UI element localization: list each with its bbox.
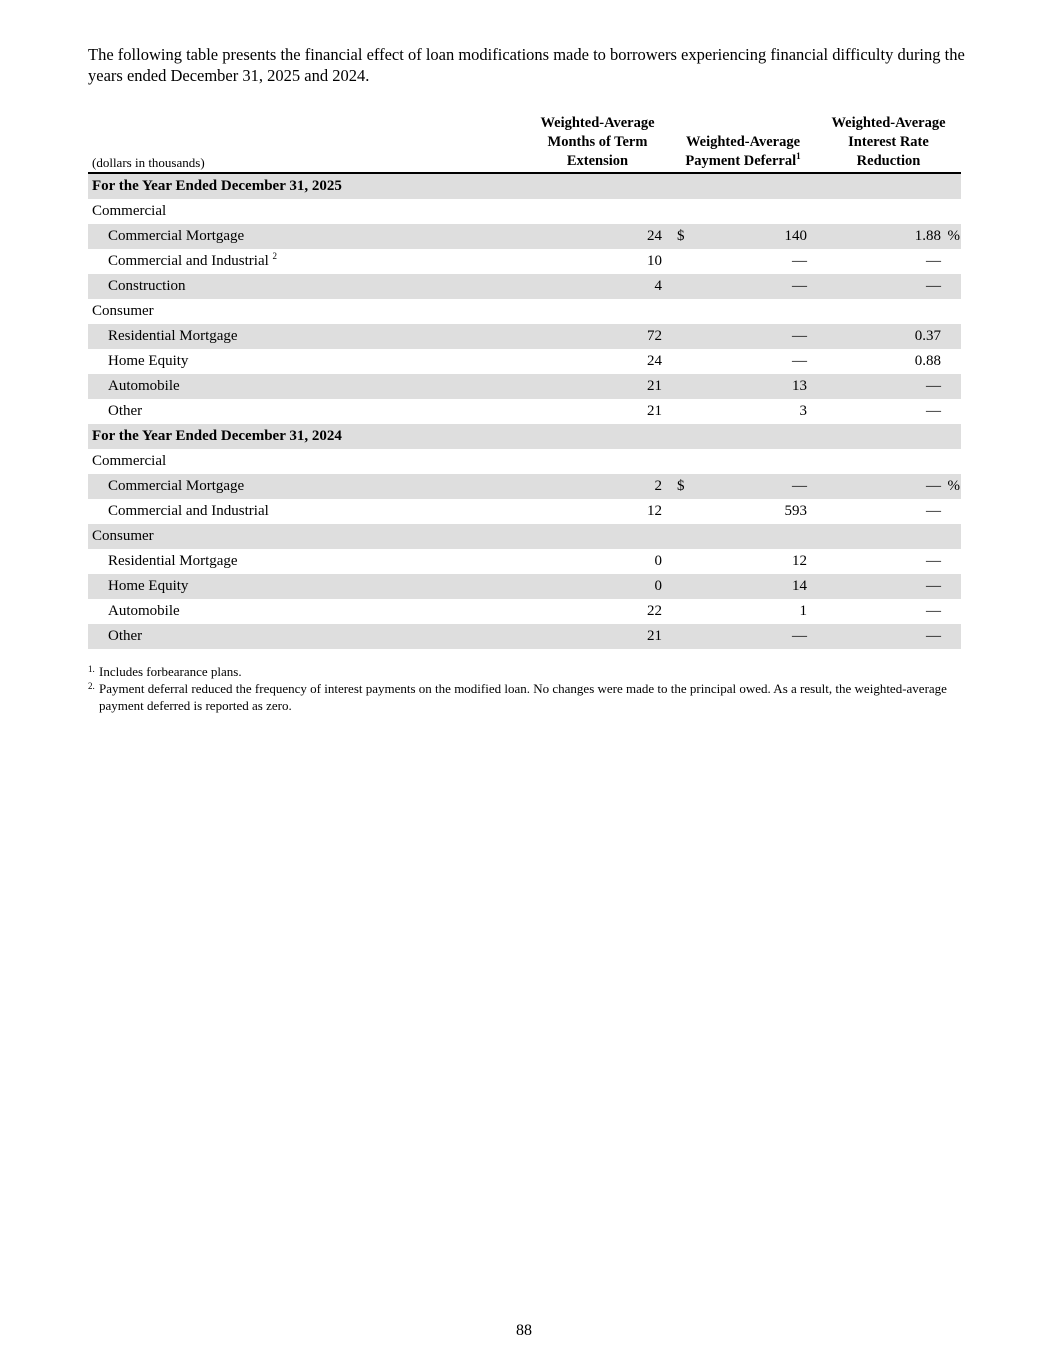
deferral-value: 14 xyxy=(792,578,807,594)
loan-modification-table xyxy=(88,114,961,649)
table-row xyxy=(88,224,961,249)
months-value: 24 xyxy=(647,353,662,369)
months-value: 2 xyxy=(654,478,662,494)
rate-value: — xyxy=(926,278,941,294)
page-number: 88 xyxy=(516,1322,532,1339)
table-row xyxy=(88,499,961,524)
row-label-text: Other xyxy=(108,403,143,419)
footnote-number: 1. xyxy=(88,664,95,674)
row-label xyxy=(108,274,186,299)
header-term-extension-line: Extension xyxy=(566,153,629,169)
months-value: 4 xyxy=(654,278,662,294)
row-label xyxy=(108,574,188,599)
row-label-text: Commercial Mortgage xyxy=(108,478,245,494)
group-label: Commercial xyxy=(92,203,167,219)
footnote-text: Includes forbearance plans. xyxy=(99,664,242,679)
currency-symbol: $ xyxy=(677,478,685,494)
months-value: 21 xyxy=(647,403,662,419)
header-payment-deferral-line xyxy=(670,152,816,171)
deferral-value: — xyxy=(792,478,807,494)
header-interest-rate-line: Interest Rate xyxy=(848,134,929,150)
rate-value: — xyxy=(926,603,941,619)
row-label-text: Construction xyxy=(108,278,186,294)
footnote-1 xyxy=(88,663,948,680)
rate-value: — xyxy=(926,478,941,494)
row-label xyxy=(108,624,142,649)
deferral-value: — xyxy=(792,628,807,644)
rate-value: — xyxy=(926,403,941,419)
footnote-ref: 2 xyxy=(272,251,278,261)
table-row xyxy=(88,549,961,574)
table-row xyxy=(88,399,961,424)
deferral-value: 13 xyxy=(792,378,807,394)
row-label xyxy=(108,249,277,274)
group-row xyxy=(88,524,961,549)
deferral-value: 12 xyxy=(792,553,807,569)
row-label xyxy=(108,499,269,524)
header-payment-deferral-line: Weighted-Average xyxy=(685,134,801,150)
months-value: 21 xyxy=(647,378,662,394)
rate-value: — xyxy=(926,553,941,569)
group-label: Commercial xyxy=(92,453,167,469)
months-value: 10 xyxy=(647,253,662,269)
row-label xyxy=(108,549,238,574)
rate-value: — xyxy=(926,253,941,269)
rate-value: — xyxy=(926,503,941,519)
deferral-value: 3 xyxy=(799,403,807,419)
rate-value: 0.37 xyxy=(914,328,941,344)
units-label: (dollars in thousands) xyxy=(92,155,205,170)
table-header xyxy=(88,114,961,172)
deferral-value: 593 xyxy=(784,503,807,519)
deferral-value: 140 xyxy=(784,228,807,244)
row-label-text: Residential Mortgage xyxy=(108,328,238,344)
table-row xyxy=(88,324,961,349)
section-row xyxy=(88,424,961,449)
months-value: 12 xyxy=(647,503,662,519)
rate-value: 1.88 xyxy=(914,228,941,244)
months-value: 72 xyxy=(647,328,662,344)
group-label: Consumer xyxy=(92,303,154,319)
row-label-text: Home Equity xyxy=(108,578,189,594)
section-label: For the Year Ended December 31, 2025 xyxy=(92,178,342,194)
header-term-extension xyxy=(525,114,670,171)
section-label: For the Year Ended December 31, 2024 xyxy=(92,428,342,444)
deferral-value: — xyxy=(792,278,807,294)
row-label-text: Commercial and Industrial xyxy=(108,503,269,519)
row-label-text: Residential Mortgage xyxy=(108,553,238,569)
rate-value: — xyxy=(926,628,941,644)
table-row xyxy=(88,574,961,599)
row-label xyxy=(108,224,244,249)
group-row xyxy=(88,299,961,324)
months-value: 21 xyxy=(647,628,662,644)
group-row xyxy=(88,449,961,474)
percent-symbol: % xyxy=(947,228,960,244)
table-row xyxy=(88,474,961,499)
row-label xyxy=(108,474,244,499)
months-value: 0 xyxy=(654,553,662,569)
header-interest-rate-line: Weighted-Average xyxy=(831,115,946,131)
header-payment-deferral xyxy=(670,133,816,171)
rate-value: — xyxy=(926,378,941,394)
footnote-number: 2. xyxy=(88,681,95,691)
row-label-text: Other xyxy=(108,628,143,644)
section-row xyxy=(88,174,961,199)
row-label xyxy=(108,374,180,399)
row-label xyxy=(108,599,180,624)
header-payment-deferral-text: Payment Deferral xyxy=(685,153,797,169)
deferral-value: 1 xyxy=(799,603,807,619)
table-body xyxy=(88,174,961,649)
table-row xyxy=(88,349,961,374)
deferral-value: — xyxy=(792,253,807,269)
group-row xyxy=(88,199,961,224)
row-label-text: Automobile xyxy=(108,603,180,619)
group-label: Consumer xyxy=(92,528,154,544)
deferral-value: — xyxy=(792,353,807,369)
months-value: 0 xyxy=(654,578,662,594)
header-interest-rate-line: Reduction xyxy=(856,153,921,169)
row-label-text: Automobile xyxy=(108,378,180,394)
currency-symbol: $ xyxy=(677,228,685,244)
deferral-value: — xyxy=(792,328,807,344)
footnote-ref: 1 xyxy=(796,151,801,162)
row-label-text: Commercial Mortgage xyxy=(108,228,245,244)
footnote-2 xyxy=(88,680,948,714)
percent-symbol: % xyxy=(947,478,960,494)
table-row xyxy=(88,249,961,274)
row-label-text: Commercial and Industrial xyxy=(108,253,269,269)
row-label xyxy=(108,399,142,424)
header-term-extension-line: Months of Term xyxy=(547,134,648,150)
header-term-extension-line: Weighted-Average xyxy=(540,115,655,131)
months-value: 24 xyxy=(647,228,662,244)
row-label xyxy=(108,349,188,374)
table-row xyxy=(88,274,961,299)
table-row xyxy=(88,599,961,624)
rate-value: — xyxy=(926,578,941,594)
footnote-text: Payment deferral reduced the frequency of interest payments on the modified loan. No changes were made to the principal owed. As a result, the weighted-average payment deferred is reported as zero. xyxy=(99,681,947,713)
table-row xyxy=(88,374,961,399)
rate-value: 0.88 xyxy=(914,353,941,369)
row-label-text: Home Equity xyxy=(108,353,189,369)
months-value: 22 xyxy=(647,603,662,619)
intro-paragraph: The following table presents the financial effect of loan modifications made to borrowers experiencing financial difficulty during the years ended December 31, 2025 and 2024. xyxy=(88,45,965,85)
header-interest-rate-reduction xyxy=(816,114,961,171)
table-row xyxy=(88,624,961,649)
row-label xyxy=(108,324,238,349)
